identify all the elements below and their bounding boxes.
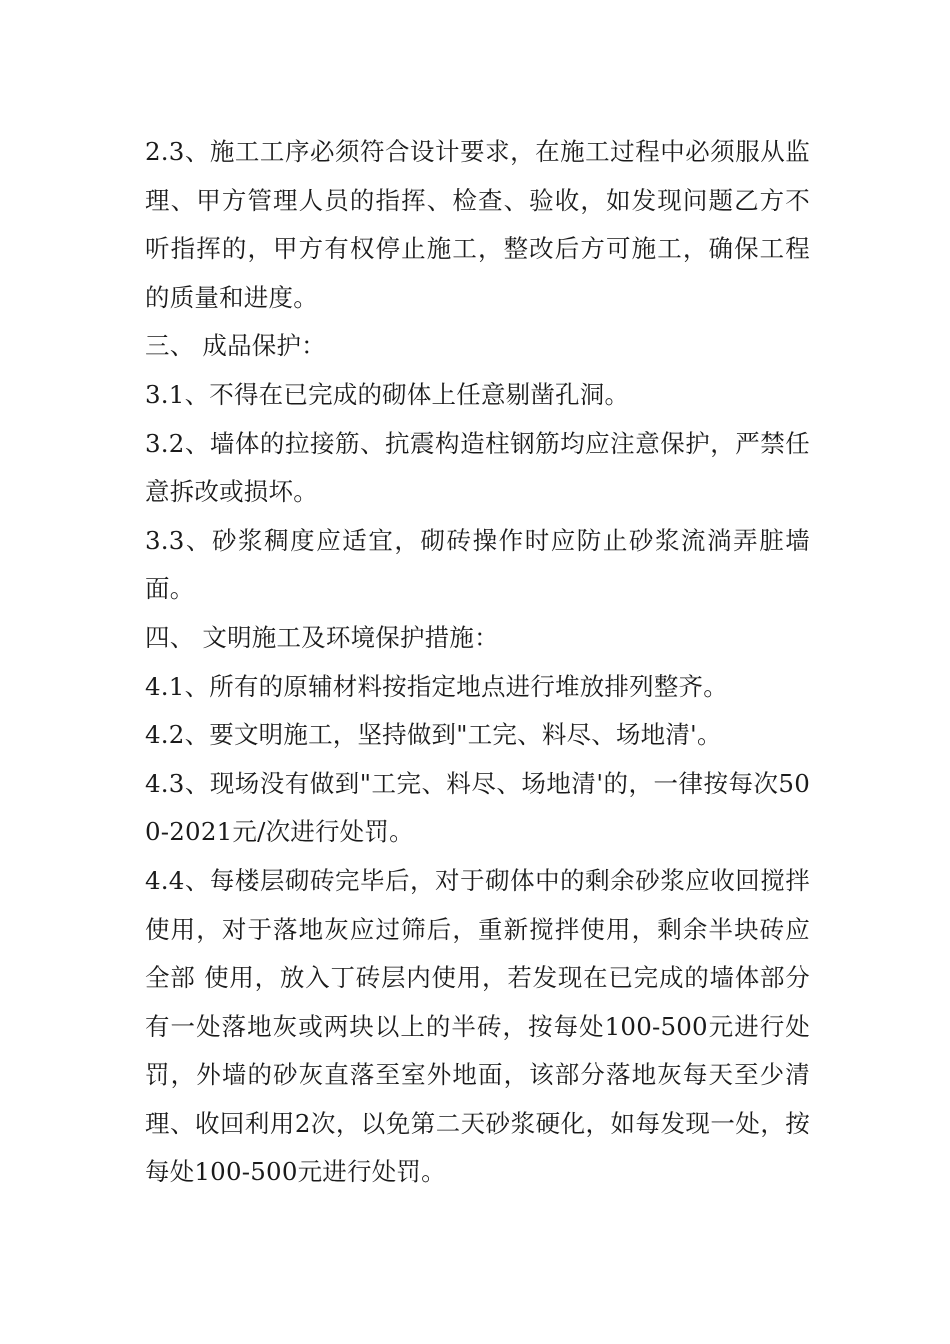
- section-heading-3: 三、 成品保护：: [145, 331, 326, 361]
- paragraph-4-1: 4.1、所有的原辅材料按指定地点进行堆放排列整齐。: [145, 671, 728, 701]
- section-heading-4: 四、 文明施工及环境保护措施：: [145, 622, 499, 652]
- paragraph-3-1: 3.1、不得在已完成的砌体上任意剔凿孔洞。: [145, 379, 630, 409]
- paragraph-3-2: 3.2、墙体的拉接筋、抗震构造柱钢筋均应注意保护，严禁任意拆改或损坏。: [145, 428, 810, 507]
- document-body: [145, 128, 810, 1197]
- paragraph-3-3: 3.3、砂浆稠度应适宜，砌砖操作时应防止砂浆流淌弄脏墙面。: [145, 525, 810, 604]
- paragraph-2-3: 2.3、施工工序必须符合设计要求，在施工过程中必须服从监理、甲方管理人员的指挥、检查、验收，如发现问题乙方不听指挥的，甲方有权停止施工，整改后方可施工，确保工程的质量和进度。: [145, 137, 810, 312]
- paragraph-4-2: 4.2、要文明施工，坚持做到"工完、料尽、场地清'。: [145, 720, 722, 750]
- paragraph-4-4: 4.4、每楼层砌砖完毕后，对于砌体中的剩余砂浆应收回搅拌使用，对于落地灰应过筛后，重新搅拌使用，剩余半块砖应全部 使用，放入丁砖层内使用，若发现在已完成的墙体部分有一处落地灰或两块以上的半砖，按每处100-500元进行处罚，外墙的砂灰直落至室外地面，该部分落地灰每天至少清理、收回利用2次，以免第二天砂浆硬化，如每发现一处，按每处100-500元进行处罚。: [145, 865, 810, 1187]
- paragraph-4-3: 4.3、现场没有做到"工完、料尽、场地清'的，一律按每次500-2021元/次进行处罚。: [145, 768, 810, 847]
